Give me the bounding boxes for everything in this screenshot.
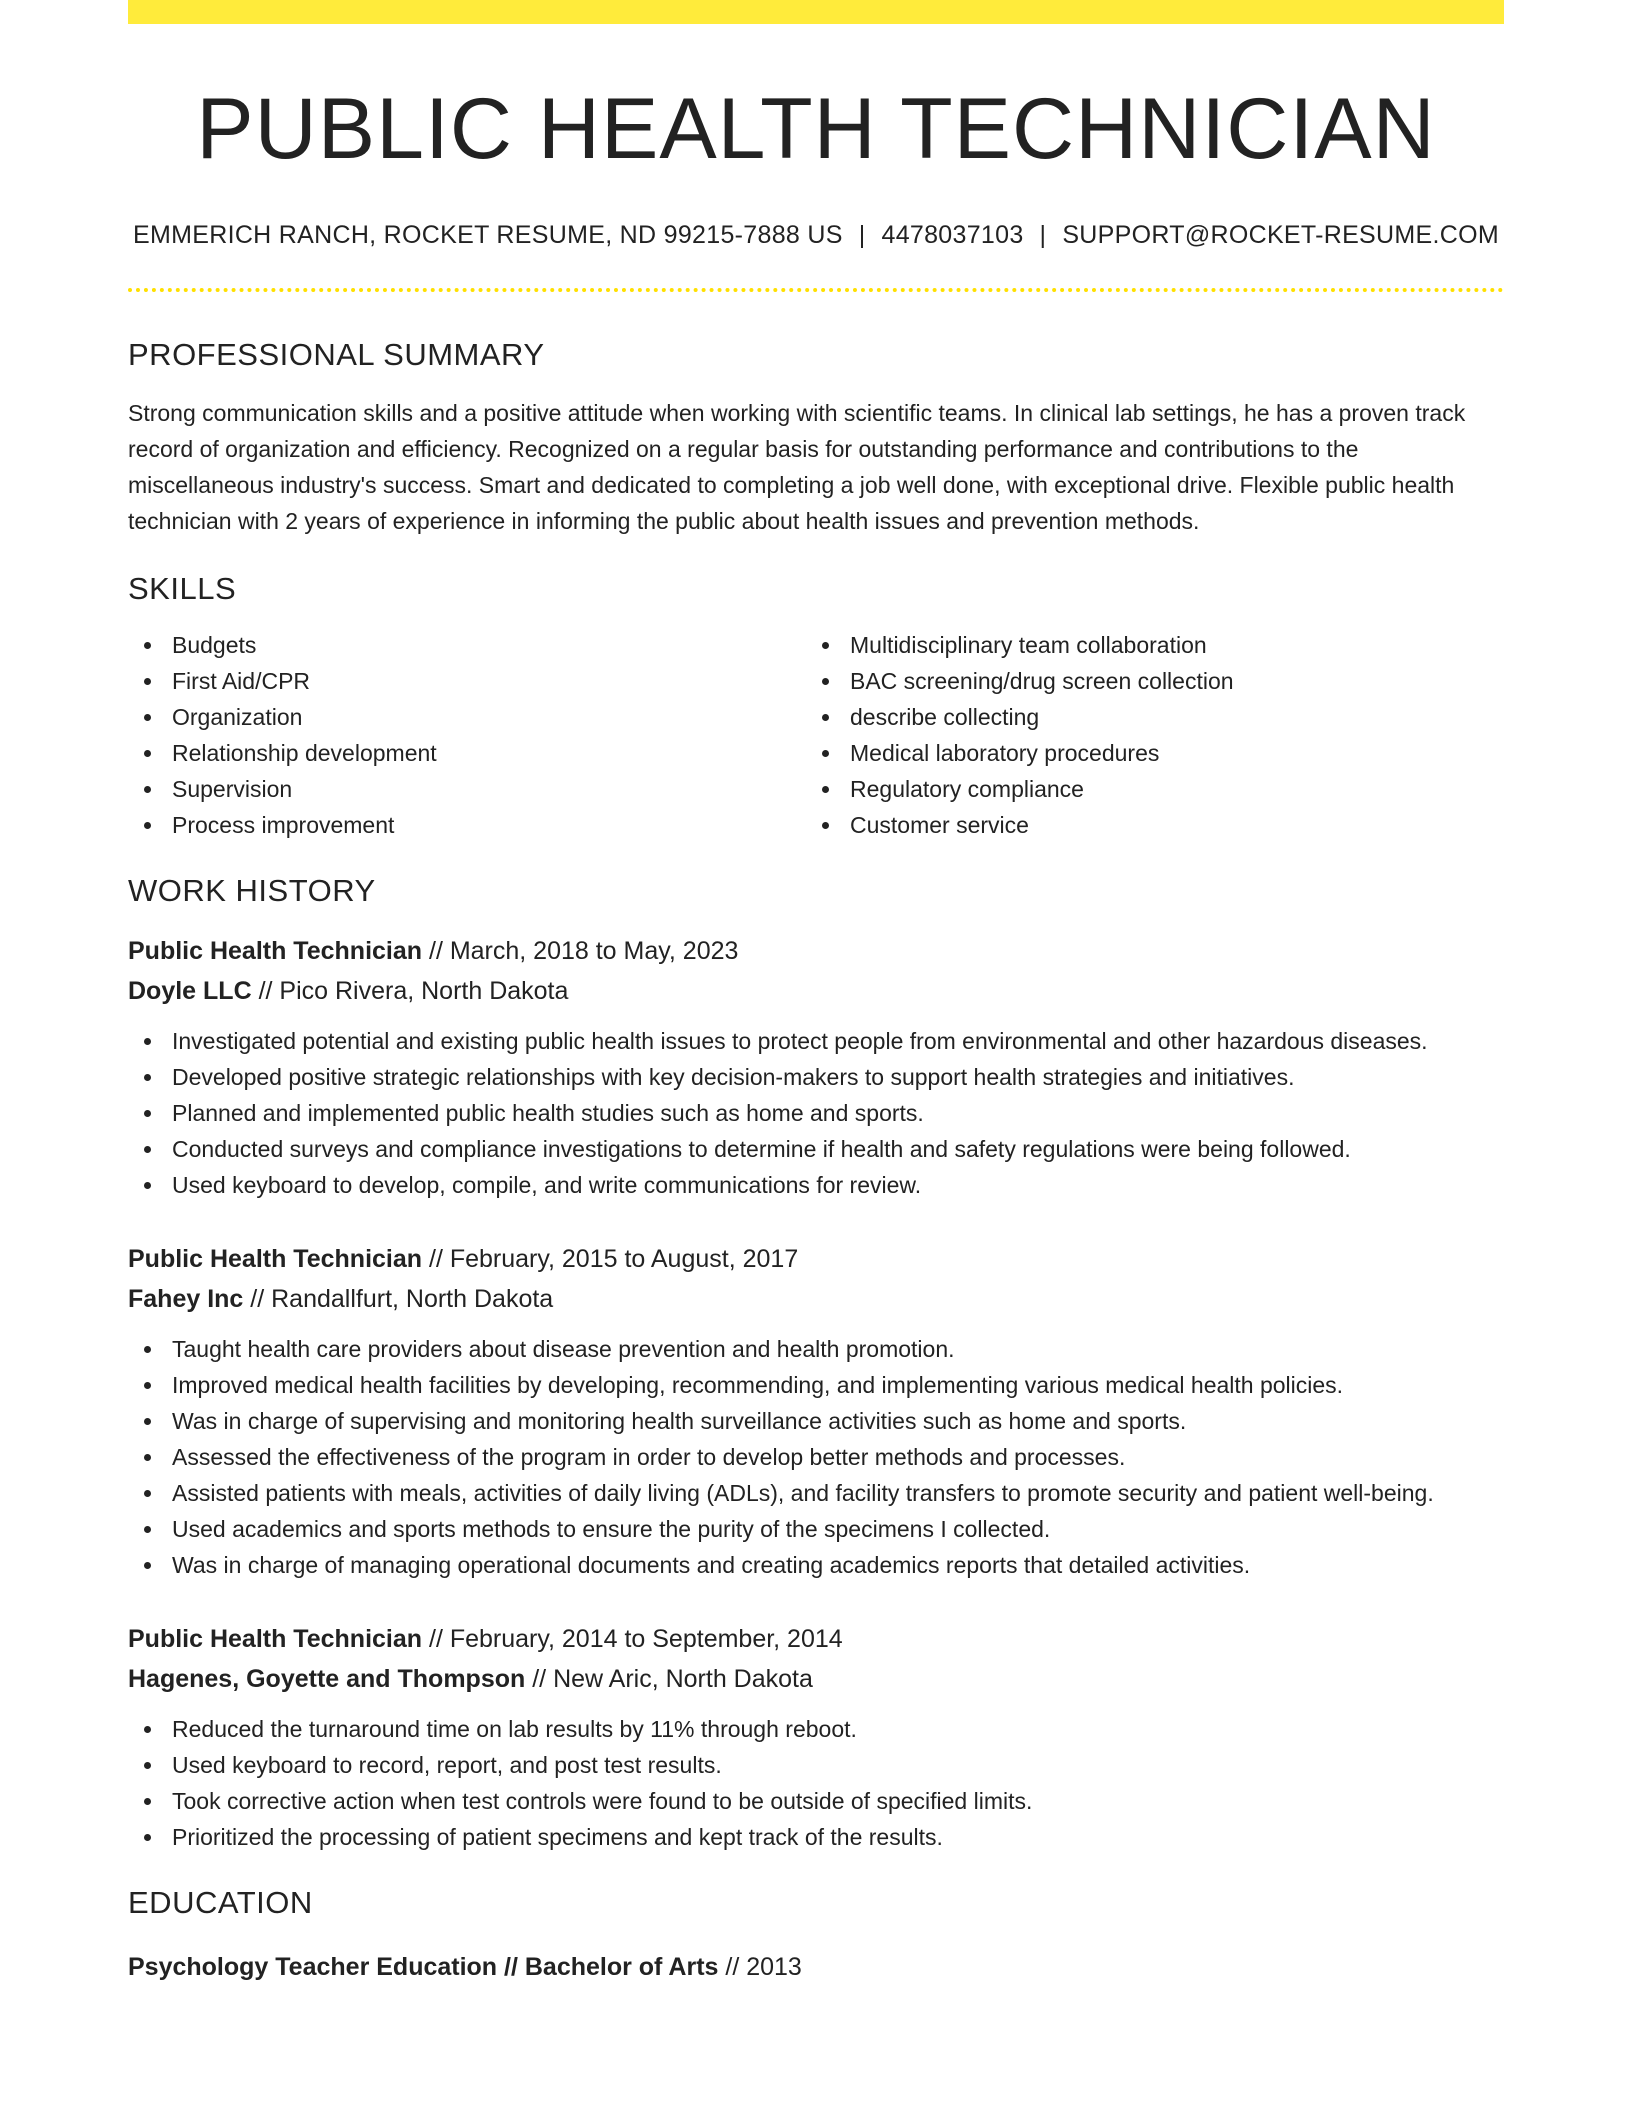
duty-item: Took corrective action when test controls were found to be outside of specified limits. <box>128 1783 1504 1819</box>
skill-item: Relationship development <box>128 735 806 771</box>
job-role-line <box>128 1619 1504 1659</box>
job-duties <box>128 1023 1504 1203</box>
skill-item: Multidisciplinary team collaboration <box>806 627 1484 663</box>
accent-bar <box>128 0 1504 24</box>
job-duties <box>128 1711 1504 1855</box>
duty-item: Developed positive strategic relationships with key decision-makers to support health strategies and initiatives. <box>128 1059 1504 1095</box>
skills-column-left <box>128 627 806 843</box>
job-location: // New Aric, North Dakota <box>525 1664 813 1693</box>
duty-item: Prioritized the processing of patient specimens and kept track of the results. <box>128 1819 1504 1855</box>
job-entry <box>128 1239 1504 1583</box>
skills-list <box>128 627 1504 843</box>
job-company-line <box>128 971 1504 1011</box>
skill-item: Regulatory compliance <box>806 771 1484 807</box>
job-company: Doyle LLC <box>128 976 252 1005</box>
skills-column-right <box>806 627 1484 843</box>
job-duties <box>128 1331 1504 1583</box>
work-history-heading: WORK HISTORY <box>128 872 376 908</box>
dotted-divider <box>128 288 1504 292</box>
duty-item: Conducted surveys and compliance investigations to determine if health and safety regulations were being followed. <box>128 1131 1504 1167</box>
skill-item: First Aid/CPR <box>128 663 806 699</box>
duty-item: Assessed the effectiveness of the program in order to develop better methods and processes. <box>128 1439 1504 1475</box>
resume-page <box>128 0 1504 1987</box>
education-year: // 2013 <box>718 1952 802 1981</box>
skill-item: describe collecting <box>806 699 1484 735</box>
summary-heading: PROFESSIONAL SUMMARY <box>128 336 545 372</box>
job-dates: // February, 2015 to August, 2017 <box>422 1244 799 1273</box>
job-entry <box>128 1619 1504 1855</box>
skill-item: Process improvement <box>128 807 806 843</box>
job-company: Hagenes, Goyette and Thompson <box>128 1664 526 1693</box>
summary-text: Strong communication skills and a positive attitude when working with scientific teams. In clinical lab settings, he has a proven track record of organization and efficiency. Recognized on a regular basis for outstanding performance and contributions to the miscellaneous industry's success. Smart and dedicated to completing a job well done, with exceptional drive. Flexible public health technician with 2 years of experience in informing the public about health issues and prevention methods. <box>128 399 1466 534</box>
job-entry <box>128 931 1504 1203</box>
duty-item: Used keyboard to develop, compile, and write communications for review. <box>128 1167 1504 1203</box>
education-heading: EDUCATION <box>128 1884 313 1920</box>
duty-item: Improved medical health facilities by developing, recommending, and implementing various medical health policies. <box>128 1367 1504 1403</box>
contact-phone: 4478037103 <box>881 220 1024 249</box>
duty-item: Used academics and sports methods to ensure the purity of the specimens I collected. <box>128 1511 1504 1547</box>
skill-item: Medical laboratory procedures <box>806 735 1484 771</box>
duty-item: Reduced the turnaround time on lab results by 11% through reboot. <box>128 1711 1504 1747</box>
job-dates: // March, 2018 to May, 2023 <box>422 936 739 965</box>
job-role: Public Health Technician <box>128 1244 423 1273</box>
duty-item: Planned and implemented public health studies such as home and sports. <box>128 1095 1504 1131</box>
contact-separator: | <box>858 220 866 249</box>
job-role-line <box>128 1239 1504 1279</box>
duty-item: Was in charge of managing operational documents and creating academics reports that detailed activities. <box>128 1547 1504 1583</box>
job-location: // Pico Rivera, North Dakota <box>251 976 569 1005</box>
contact-line <box>128 221 1504 250</box>
skill-item: Supervision <box>128 771 806 807</box>
skill-item: Budgets <box>128 627 806 663</box>
contact-address: EMMERICH RANCH, ROCKET RESUME, ND 99215-7888 US <box>133 220 843 249</box>
skill-item: Organization <box>128 699 806 735</box>
job-company-line <box>128 1279 1504 1319</box>
duty-item: Was in charge of supervising and monitoring health surveillance activities such as home and sports. <box>128 1403 1504 1439</box>
contact-separator: | <box>1039 220 1047 249</box>
resume-title: PUBLIC HEALTH TECHNICIAN <box>196 81 1436 177</box>
skills-heading: SKILLS <box>128 570 237 606</box>
job-company: Fahey Inc <box>128 1284 244 1313</box>
duty-item: Investigated potential and existing public health issues to protect people from environmental and other hazardous diseases. <box>128 1023 1504 1059</box>
skill-item: Customer service <box>806 807 1484 843</box>
skill-item: BAC screening/drug screen collection <box>806 663 1484 699</box>
education-degree: Psychology Teacher Education // Bachelor of Arts <box>128 1952 719 1981</box>
duty-item: Used keyboard to record, report, and post test results. <box>128 1747 1504 1783</box>
duty-item: Taught health care providers about disease prevention and health promotion. <box>128 1331 1504 1367</box>
duty-item: Assisted patients with meals, activities of daily living (ADLs), and facility transfers to promote security and patient well-being. <box>128 1475 1504 1511</box>
job-company-line <box>128 1659 1504 1699</box>
job-role-line <box>128 931 1504 971</box>
education-entry <box>128 1947 1504 1987</box>
job-role: Public Health Technician <box>128 936 423 965</box>
job-location: // Randallfurt, North Dakota <box>243 1284 554 1313</box>
contact-email: SUPPORT@ROCKET-RESUME.COM <box>1062 220 1499 249</box>
job-dates: // February, 2014 to September, 2014 <box>422 1624 843 1653</box>
job-role: Public Health Technician <box>128 1624 423 1653</box>
